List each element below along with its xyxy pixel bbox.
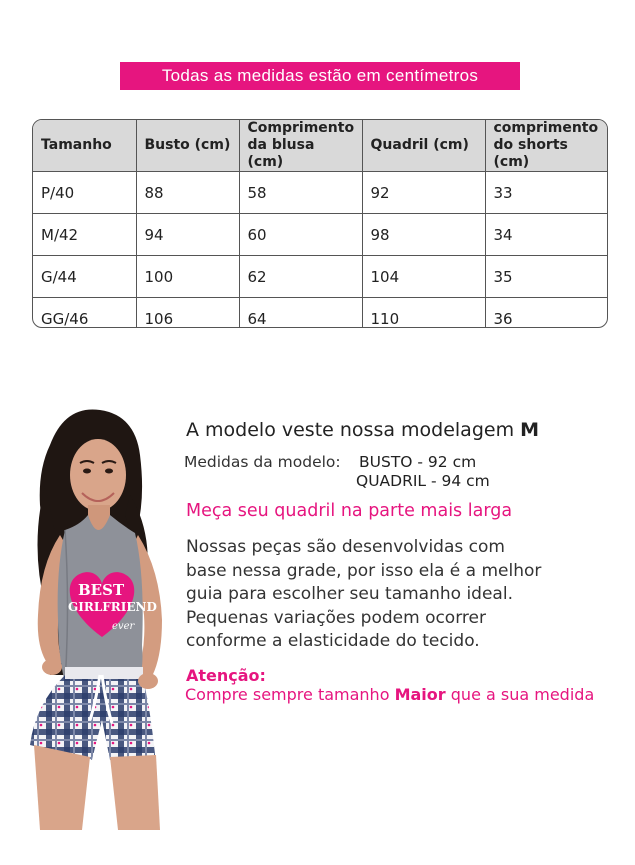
col-header-hip: Quadril (cm) [362,120,485,172]
attention-emphasis: Maior [394,685,446,704]
cell-hip: 104 [362,256,485,298]
attention-prefix: Compre sempre tamanho [185,685,390,704]
shirt-print-line3: ever [112,621,135,632]
units-banner: Todas as medidas estão em centímetros [120,62,520,90]
model-size-value: M [520,419,540,441]
paragraph-line: Pequenas variações podem ocorrer [186,607,486,628]
model-measures-label: Medidas da modelo: [184,453,341,471]
model-hip-measure: QUADRIL - 94 cm [356,472,490,490]
attention-suffix: que a sua medida [450,685,595,704]
cell-hip: 98 [362,214,485,256]
shirt-print-line2: GIRLFRIEND [68,600,157,614]
cell-bust: 100 [136,256,239,298]
model-size-note [186,419,539,441]
cell-hip: 110 [362,298,485,329]
attention-title: Atenção: [186,666,266,685]
hip-measure-tip: Meça seu quadril na parte mais larga [186,501,513,521]
cell-size: G/44 [33,256,136,298]
paragraph-line: Nossas peças são desenvolvidas com [186,537,505,557]
cell-size: GG/46 [33,298,136,329]
attention-message [185,685,594,704]
model-bust-measure: BUSTO - 92 cm [359,453,477,471]
table-row [33,256,607,298]
col-header-bust: Busto (cm) [136,120,239,172]
cell-top-length: 64 [239,298,362,329]
table-header-row [33,120,607,172]
size-chart-table [32,119,608,328]
model-photo [10,405,185,830]
shirt-print-line1: BEST [78,581,125,599]
col-header-top-length: Comprimento da blusa (cm) [239,120,362,172]
paragraph-line: base nessa grade, por isso ela é a melhor [186,560,542,581]
cell-top-length: 58 [239,172,362,214]
table-row [33,172,607,214]
cell-shorts-length: 35 [485,256,607,298]
model-size-prefix: A modelo veste nossa modelagem [186,419,515,441]
cell-shorts-length: 33 [485,172,607,214]
cell-shorts-length: 34 [485,214,607,256]
cell-bust: 94 [136,214,239,256]
table-row [33,214,607,256]
cell-top-length: 62 [239,256,362,298]
cell-size: M/42 [33,214,136,256]
col-header-shorts-length: comprimento do shorts (cm) [485,120,607,172]
cell-top-length: 60 [239,214,362,256]
cell-bust: 106 [136,298,239,329]
cell-size: P/40 [33,172,136,214]
table-row [33,298,607,329]
cell-hip: 92 [362,172,485,214]
cell-bust: 88 [136,172,239,214]
cell-shorts-length: 36 [493,309,513,328]
paragraph-line: conforme a elasticidade do tecido. [186,631,480,651]
sizing-paragraph [186,536,626,654]
col-header-size: Tamanho [33,120,136,172]
paragraph-line: guia para escolher seu tamanho ideal. [186,584,513,604]
